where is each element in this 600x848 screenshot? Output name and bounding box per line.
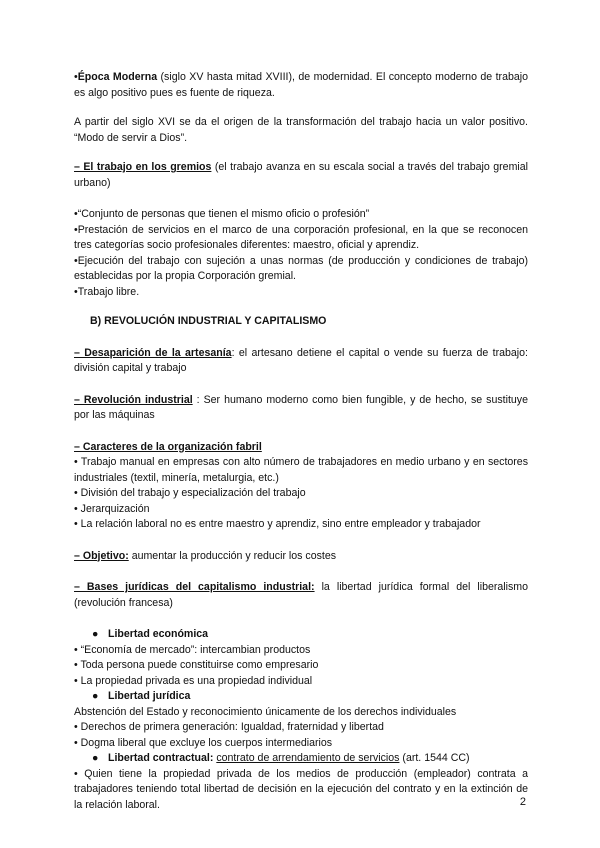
libertad-juridica-item: Abstención del Estado y reconocimiento únicamente de los derechos individuales — [74, 705, 457, 718]
artesania-text: : el artesano detiene el capital o vende su fuerza de trabajo: división capital y trabajo — [74, 346, 528, 374]
gremios-item: •Prestación de servicios en el marco de una corporación profesional, en la que se reconocen tres categorías socio profesionales diferentes: maestro, oficial y aprendiz. — [74, 223, 528, 251]
libertad-economica-heading — [92, 627, 528, 643]
objetivo-heading: – Objetivo: — [74, 549, 129, 562]
caracteres-item: • División del trabajo y especialización del trabajo — [74, 487, 306, 499]
libertad-economica-title: Libertad económica — [108, 628, 209, 640]
paragraph-artesania — [74, 346, 528, 377]
round-bullet-icon: ● — [92, 752, 99, 764]
gremios-item: •Ejecución del trabajo con sujeción a unas normas (de producción y condiciones de trabajo) establecidas por la propia Corporación gremial. — [74, 254, 528, 282]
document-page — [74, 70, 528, 813]
paragraph-bases — [74, 580, 528, 611]
libertad-juridica-item: • Dogma liberal que excluye los cuerpos intermediarios — [74, 736, 333, 749]
libertad-economica-item: • “Economía de mercado”: intercambian productos — [74, 643, 311, 656]
revolucion-text: : Ser humano moderno como bien fungible, y de hecho, se sustituye por las máquinas — [74, 393, 528, 421]
bullet-mark: • — [74, 71, 78, 83]
caracteres-item: • Trabajo manual en empresas con alto número de trabajadores en medio urbano y en sectores industriales (textil, minería, metalurgia, etc.) — [74, 456, 528, 484]
bases-heading: – Bases jurídicas del capitalismo industrial: — [74, 581, 315, 593]
libertad-contractual-text: • Quien tiene la propiedad privada de los medios de producción (empleador) contrata a trabajadores teniendo total libertad de decisión en la ejecución del contrato y en la extinción de la relación laboral. — [74, 767, 528, 811]
artesania-heading: – Desaparición de la artesanía — [74, 346, 232, 359]
epoca-moderna-text: (siglo XV hasta mitad XVIII), de modernidad. El concepto moderno de trabajo es algo positivo pues es fuente de riqueza. — [74, 71, 528, 99]
gremios-heading: – El trabajo en los gremios — [74, 161, 212, 173]
paragraph-objetivo — [74, 549, 528, 565]
caracteres-item: • La relación laboral no es entre maestro y aprendiz, sino entre empleador y trabajador — [74, 518, 481, 530]
articulo-reference: (art. 1544 CC) — [399, 752, 470, 764]
paragraph-gremios — [74, 160, 528, 191]
libertad-juridica-item: • Derechos de primera generación: Igualdad, fraternidad y libertad — [74, 721, 384, 733]
caracteres-heading: – Caracteres de la organización fabril — [74, 440, 262, 453]
libertad-juridica-title: Libertad jurídica — [108, 690, 191, 702]
libertad-juridica-heading — [92, 689, 528, 705]
libertad-economica-item: • La propiedad privada es una propiedad individual — [74, 674, 313, 687]
contrato-arrendamiento-text: contrato de arrendamiento de servicios — [216, 752, 400, 764]
libertad-economica-item: • Toda persona puede constituirse como empresario — [74, 659, 319, 671]
section-heading-b: B) REVOLUCIÓN INDUSTRIAL Y CAPITALISMO — [90, 315, 327, 327]
bases-text: la libertad jurídica formal del liberalismo (revolución francesa) — [74, 581, 528, 609]
round-bullet-icon: ● — [92, 628, 99, 640]
libertad-contractual-heading — [92, 751, 528, 767]
gremios-item: •Trabajo libre. — [74, 285, 140, 298]
round-bullet-icon: ● — [92, 690, 99, 702]
objetivo-text: aumentar la producción y reducir los costes — [128, 549, 337, 562]
revolucion-heading: – Revolución industrial — [74, 393, 193, 406]
paragraph-siglo-xvi: A partir del siglo XVI se da el origen de la transformación del trabajo hacia un valor positivo. “Modo de servir a Dios”. — [74, 116, 528, 144]
paragraph-epoca-moderna — [74, 70, 528, 101]
paragraph-revolucion — [74, 393, 528, 424]
caracteres-item: • Jerarquización — [74, 502, 150, 515]
gremios-text: (el trabajo avanza en su escala social a través del trabajo gremial urbano) — [74, 161, 528, 189]
gremios-item: •“Conjunto de personas que tienen el mismo oficio o profesión” — [74, 208, 370, 220]
epoca-moderna-heading: Época Moderna — [77, 71, 158, 83]
page-number: 2 — [519, 795, 526, 808]
libertad-contractual-title: Libertad contractual: — [108, 752, 214, 764]
